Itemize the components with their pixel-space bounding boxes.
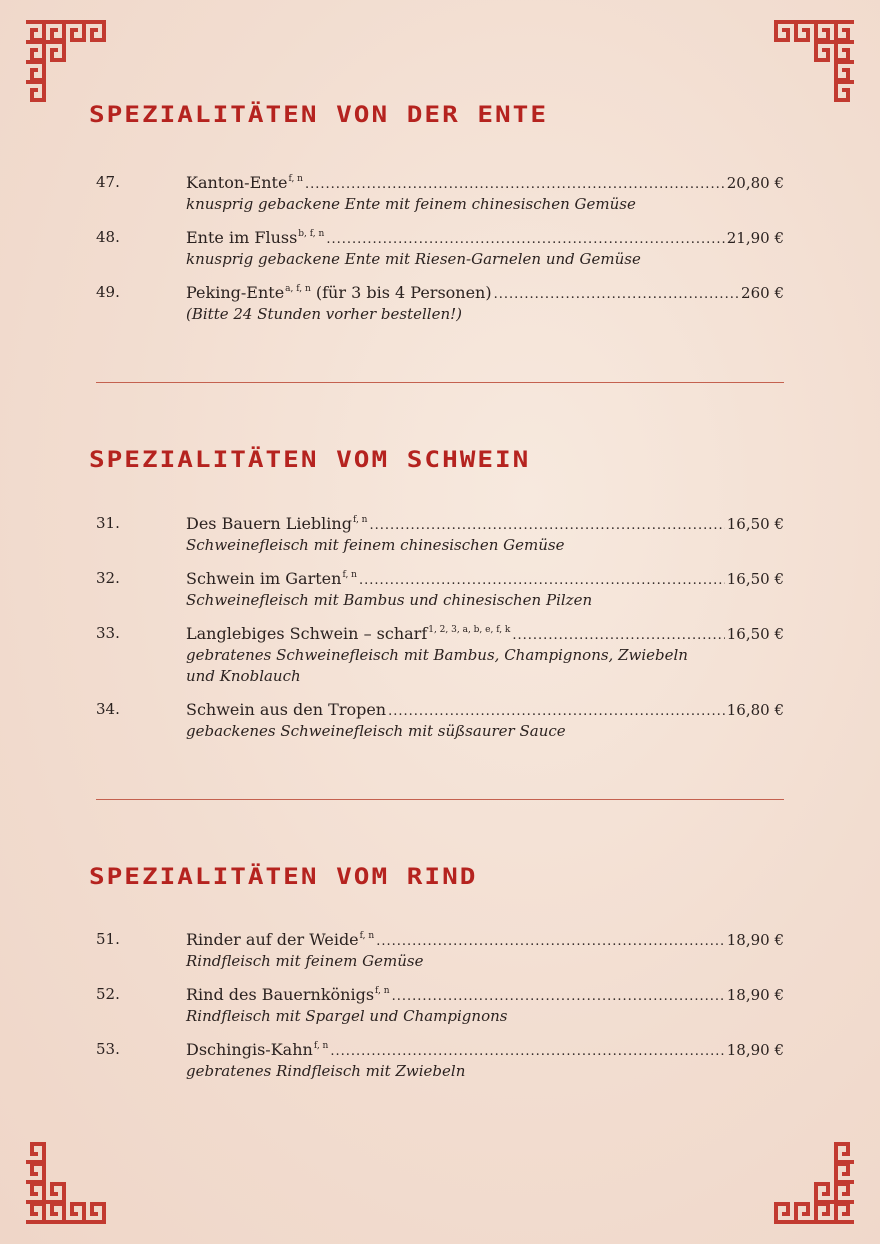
item-description: gebackenes Schweinefleisch mit süßsaurer Sauce — [186, 722, 566, 740]
item-price: 16,50 € — [726, 625, 784, 643]
section-title-schwein: SPEZIALITÄTEN VOM SCHWEIN — [89, 447, 531, 473]
section-divider — [96, 382, 784, 383]
item-name: Langlebiges Schwein – scharf — [186, 624, 428, 643]
section-divider — [96, 799, 784, 800]
item-name: Rinder auf der Weide — [186, 930, 359, 949]
item-number: 33. — [96, 624, 120, 642]
item-price: 18,90 € — [726, 931, 784, 949]
item-description: knusprig gebackene Ente mit feinem chinesischen Gemüse — [186, 195, 636, 213]
greek-key-ornament-icon — [774, 20, 856, 102]
item-name: Ente im Fluss — [186, 228, 298, 247]
item-number: 32. — [96, 569, 120, 587]
greek-key-ornament-icon — [774, 1142, 856, 1224]
item-price: 16,80 € — [726, 701, 784, 719]
item-description: gebratenes Rindfleisch mit Zwiebeln — [186, 1062, 466, 1080]
item-number: 47. — [96, 173, 120, 191]
item-description: Schweinefleisch mit Bambus und chinesischen Pilzen — [186, 591, 593, 609]
item-price: 16,50 € — [726, 515, 784, 533]
allergen-codes: f, n — [375, 986, 390, 996]
section-title-rind: SPEZIALITÄTEN VOM RIND — [89, 864, 478, 890]
allergen-codes: f, n — [359, 931, 375, 941]
section-title-ente: SPEZIALITÄTEN VON DER ENTE — [89, 102, 548, 128]
item-price: 21,90 € — [726, 229, 784, 247]
item-price: 20,80 € — [726, 174, 784, 192]
item-description: Schweinefleisch mit feinem chinesischen Gemüse — [186, 536, 565, 554]
item-description: Rindfleisch mit Spargel und Champignons — [186, 1007, 508, 1025]
allergen-codes: b, f, n — [298, 229, 325, 239]
item-note: (für 3 bis 4 Personen) — [310, 283, 492, 302]
greek-key-ornament-icon — [24, 20, 106, 102]
item-name: Dschingis-Kahn — [186, 1040, 313, 1059]
item-number: 48. — [96, 228, 120, 246]
item-description: (Bitte 24 Stunden vorher bestellen!) — [186, 305, 463, 323]
item-number: 53. — [96, 1040, 120, 1058]
item-name: Des Bauern Liebling — [186, 514, 352, 533]
item-price: 18,90 € — [726, 1041, 784, 1059]
item-number: 51. — [96, 930, 120, 948]
item-description: knusprig gebackene Ente mit Riesen-Garnelen und Gemüse — [186, 250, 641, 268]
item-price: 18,90 € — [726, 986, 784, 1004]
item-number: 52. — [96, 985, 120, 1003]
allergen-codes: 1, 2, 3, a, b, e, f, k — [428, 625, 511, 635]
item-name: Rind des Bauernkönigs — [186, 985, 375, 1004]
item-number: 49. — [96, 283, 120, 301]
greek-key-ornament-icon — [24, 1142, 106, 1224]
item-name: Kanton-Ente — [186, 173, 288, 192]
item-name: Schwein im Garten — [186, 569, 342, 588]
allergen-codes: f, n — [352, 515, 368, 525]
item-price: 260 € — [741, 284, 784, 302]
item-name: Peking-Ente — [186, 283, 285, 302]
item-number: 34. — [96, 700, 120, 718]
item-price: 16,50 € — [726, 570, 784, 588]
item-number: 31. — [96, 514, 120, 532]
item-description: gebratenes Schweinefleisch mit Bambus, Champignons, Zwiebeln und Knoblauch — [186, 646, 688, 685]
allergen-codes: f, n — [288, 174, 303, 184]
allergen-codes: f, n — [342, 570, 357, 580]
allergen-codes: a, f, n — [285, 284, 311, 294]
allergen-codes: f, n — [313, 1041, 329, 1051]
item-description: Rindfleisch mit feinem Gemüse — [186, 952, 424, 970]
item-name: Schwein aus den Tropen — [186, 700, 387, 719]
